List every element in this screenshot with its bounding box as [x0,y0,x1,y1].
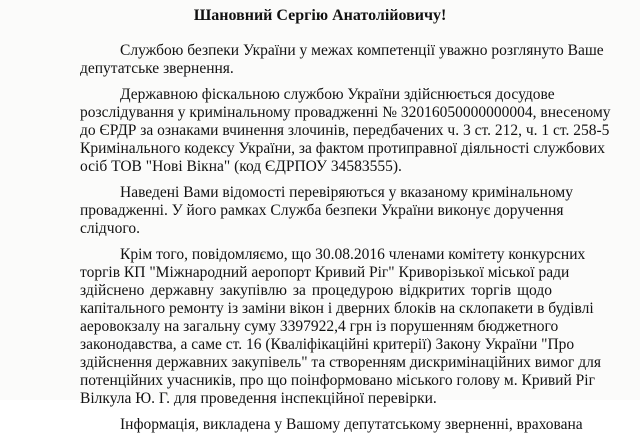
paragraph-3-line-2: провадженні. У його рамках Служба безпеки України виконує доручення [80,202,564,219]
paragraph-4-line-5: аеровокзалу на загальну суму 3397922,4 грн із порушенням бюджетного [80,318,559,335]
paragraph-4-line-4: капітального ремонту із заміни вікон і дверних блоків на склопакети в будівлі [80,300,594,317]
paragraph-1-line-1: Службою безпеки України у межах компетенції уважно розглянуто Ваше [120,42,604,59]
paragraph-5-line-1: Інформація, викладена у Вашому депутатському зверненні, врахована [120,416,583,433]
paragraph-1-line-2: депутатське звернення. [80,60,234,77]
paragraph-4-line-9: Вілкула Ю. Г. для проведення інспекційної перевірки. [80,390,437,407]
paragraph-4-line-6: законодавства, а саме ст. 16 (Кваліфікаційні критерії) Закону України "Про [80,336,575,353]
paragraph-2-line-3: до ЄРДР за ознаками вчинення злочинів, передбачених ч. 3 ст. 212, ч. 1 ст. 258-5 [80,122,610,139]
paragraph-4-line-7: здійснення державних закупівель" та створенням дискримінаційних вимог для [80,354,601,371]
paragraph-3-line-3: слідчого. [80,220,140,237]
paragraph-4-line-8: потенційних учасників, про що поінформовано міського голову м. Кривий Ріг [80,372,595,389]
paragraph-2-line-5: осіб ТОВ "Нові Вікна" (код ЄДРПОУ 34583555). [80,158,402,175]
paragraph-2-line-1: Державною фіскальною службою України здійснюється досудове [120,86,555,103]
paragraph-4-line-3: здійснено державну закупівлю за процедурою відкритих торгів щодо [80,282,552,299]
paragraph-3-line-1: Наведені Вами відомості перевіряються у вказаному кримінальному [120,184,573,201]
paragraph-4-line-2: торгів КП "Міжнародний аеропорт Кривий Ріг" Криворізької міської ради [80,264,570,281]
paragraph-2-line-4: Кримінального кодексу України, за фактом протиправної діяльності службових [80,140,605,157]
paragraph-4-line-1: Крім того, повідомляємо, що 30.08.2016 членами комітету конкурсних [120,246,586,263]
salutation: Шановний Сергію Анатолійовичу! [193,7,447,24]
paragraph-2-line-2: розслідування у кримінальному провадженні № 32016050000000004, внесеному [80,104,611,121]
